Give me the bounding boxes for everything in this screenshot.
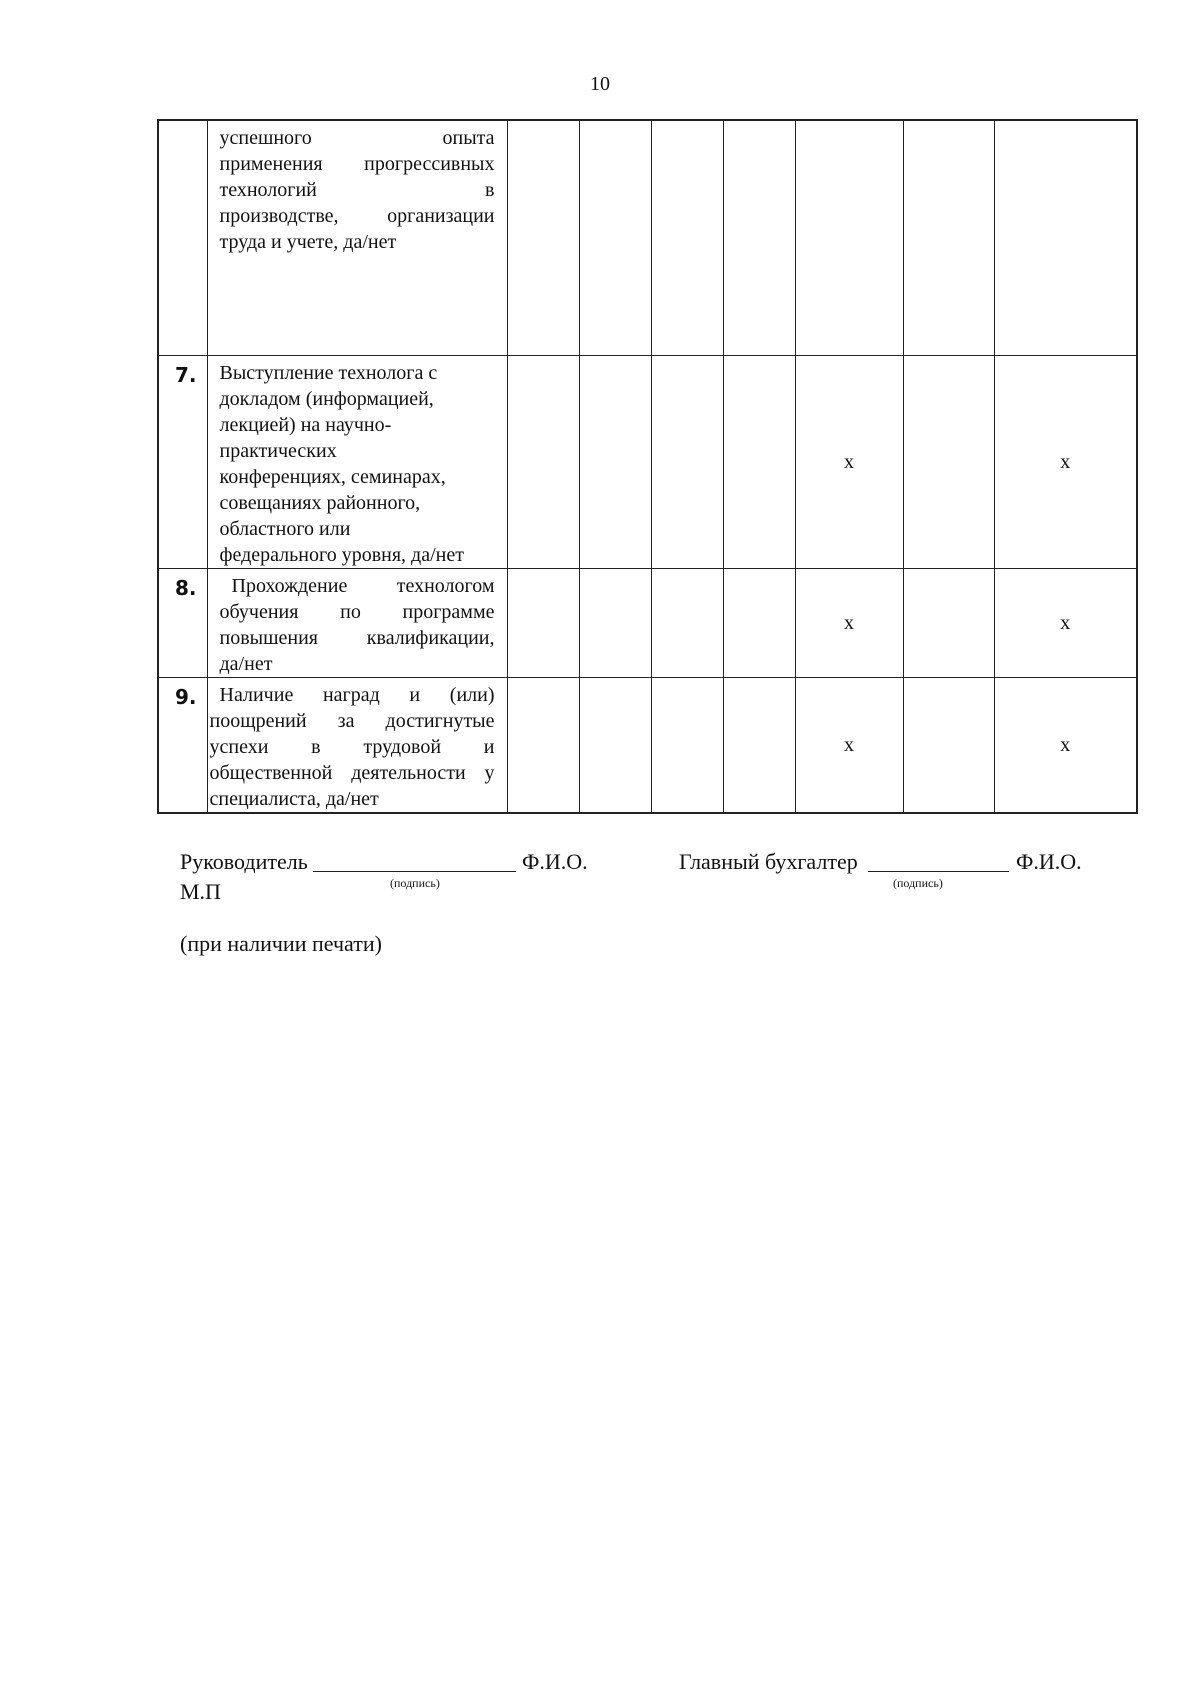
stamp-label: М.П xyxy=(180,879,221,904)
table-row xyxy=(158,355,1137,568)
value-cell xyxy=(903,677,994,813)
value-cell xyxy=(579,355,651,568)
description-line: труда и учете, да/нет xyxy=(219,231,397,253)
value-cell xyxy=(507,568,579,677)
value-cell: х xyxy=(795,568,903,677)
description-line: совещаниях районного, xyxy=(219,491,421,514)
value-cell: х xyxy=(994,568,1137,677)
value-cell xyxy=(903,355,994,568)
head-signature-line xyxy=(313,871,516,872)
description-line: общественной деятельности у xyxy=(209,761,495,784)
description-line: производстве, организации xyxy=(219,205,495,227)
value-cell xyxy=(651,677,723,813)
value-cell: х xyxy=(795,355,903,568)
value-cell xyxy=(723,355,795,568)
row-number xyxy=(158,120,207,355)
value-cell xyxy=(507,677,579,813)
value-cell xyxy=(903,120,994,355)
head-signature-hint: (подпись) xyxy=(390,876,440,890)
description-line: конференциях, семинарах, xyxy=(219,465,446,488)
description-line: областного или xyxy=(219,517,351,540)
value-cell: х xyxy=(795,677,903,813)
row-description xyxy=(207,568,507,677)
criteria-table xyxy=(157,119,1138,814)
value-cell: х xyxy=(994,677,1137,813)
row-number: 8. xyxy=(158,568,207,677)
value-cell xyxy=(723,120,795,355)
value-cell xyxy=(507,120,579,355)
description-line: технологий в xyxy=(219,179,495,201)
row-number: 7. xyxy=(158,355,207,568)
chief-accountant-signature-line xyxy=(868,871,1009,872)
description-line: специалиста, да/нет xyxy=(209,787,379,810)
description-line: успехи в трудовой и xyxy=(209,735,495,758)
description-line: Наличие наград и (или) xyxy=(219,683,495,706)
value-cell xyxy=(903,568,994,677)
table-row xyxy=(158,568,1137,677)
value-cell xyxy=(507,355,579,568)
chief-accountant-fio: Ф.И.О. xyxy=(1016,849,1082,874)
table-row xyxy=(158,120,1137,355)
value-cell xyxy=(795,120,903,355)
table-row xyxy=(158,677,1137,813)
value-cell xyxy=(579,120,651,355)
description-line: Выступление технолога с xyxy=(219,361,438,384)
head-label: Руководитель xyxy=(180,849,308,874)
value-cell xyxy=(723,677,795,813)
description-line: федерального уровня, да/нет xyxy=(219,543,464,566)
row-description xyxy=(207,355,507,568)
row-description xyxy=(207,120,507,355)
row-description xyxy=(207,677,507,813)
description-line: да/нет xyxy=(219,652,273,675)
value-cell xyxy=(579,568,651,677)
value-cell xyxy=(651,355,723,568)
value-cell xyxy=(579,677,651,813)
chief-accountant-label: Главный бухгалтер xyxy=(679,849,858,874)
description-line: применения прогрессивных xyxy=(219,153,495,175)
description-line: обучения по программе xyxy=(219,600,495,623)
page-number: 10 xyxy=(590,73,610,95)
description-line: Прохождение технологом xyxy=(231,574,495,597)
value-cell xyxy=(994,120,1137,355)
row-number: 9. xyxy=(158,677,207,813)
description-line: практических xyxy=(219,439,337,462)
description-line: поощрений за достигнутые xyxy=(209,709,495,732)
value-cell: х xyxy=(994,355,1137,568)
description-line: докладом (информацией, xyxy=(219,387,434,410)
stamp-note: (при наличии печати) xyxy=(180,931,382,956)
value-cell xyxy=(651,568,723,677)
chief-accountant-signature-hint: (подпись) xyxy=(893,876,943,890)
value-cell xyxy=(651,120,723,355)
head-fio: Ф.И.О. xyxy=(522,849,588,874)
value-cell xyxy=(723,568,795,677)
description-line: успешного опыта xyxy=(219,127,495,149)
description-line: повышения квалификации, xyxy=(219,626,495,649)
description-line: лекцией) на научно- xyxy=(219,413,392,436)
